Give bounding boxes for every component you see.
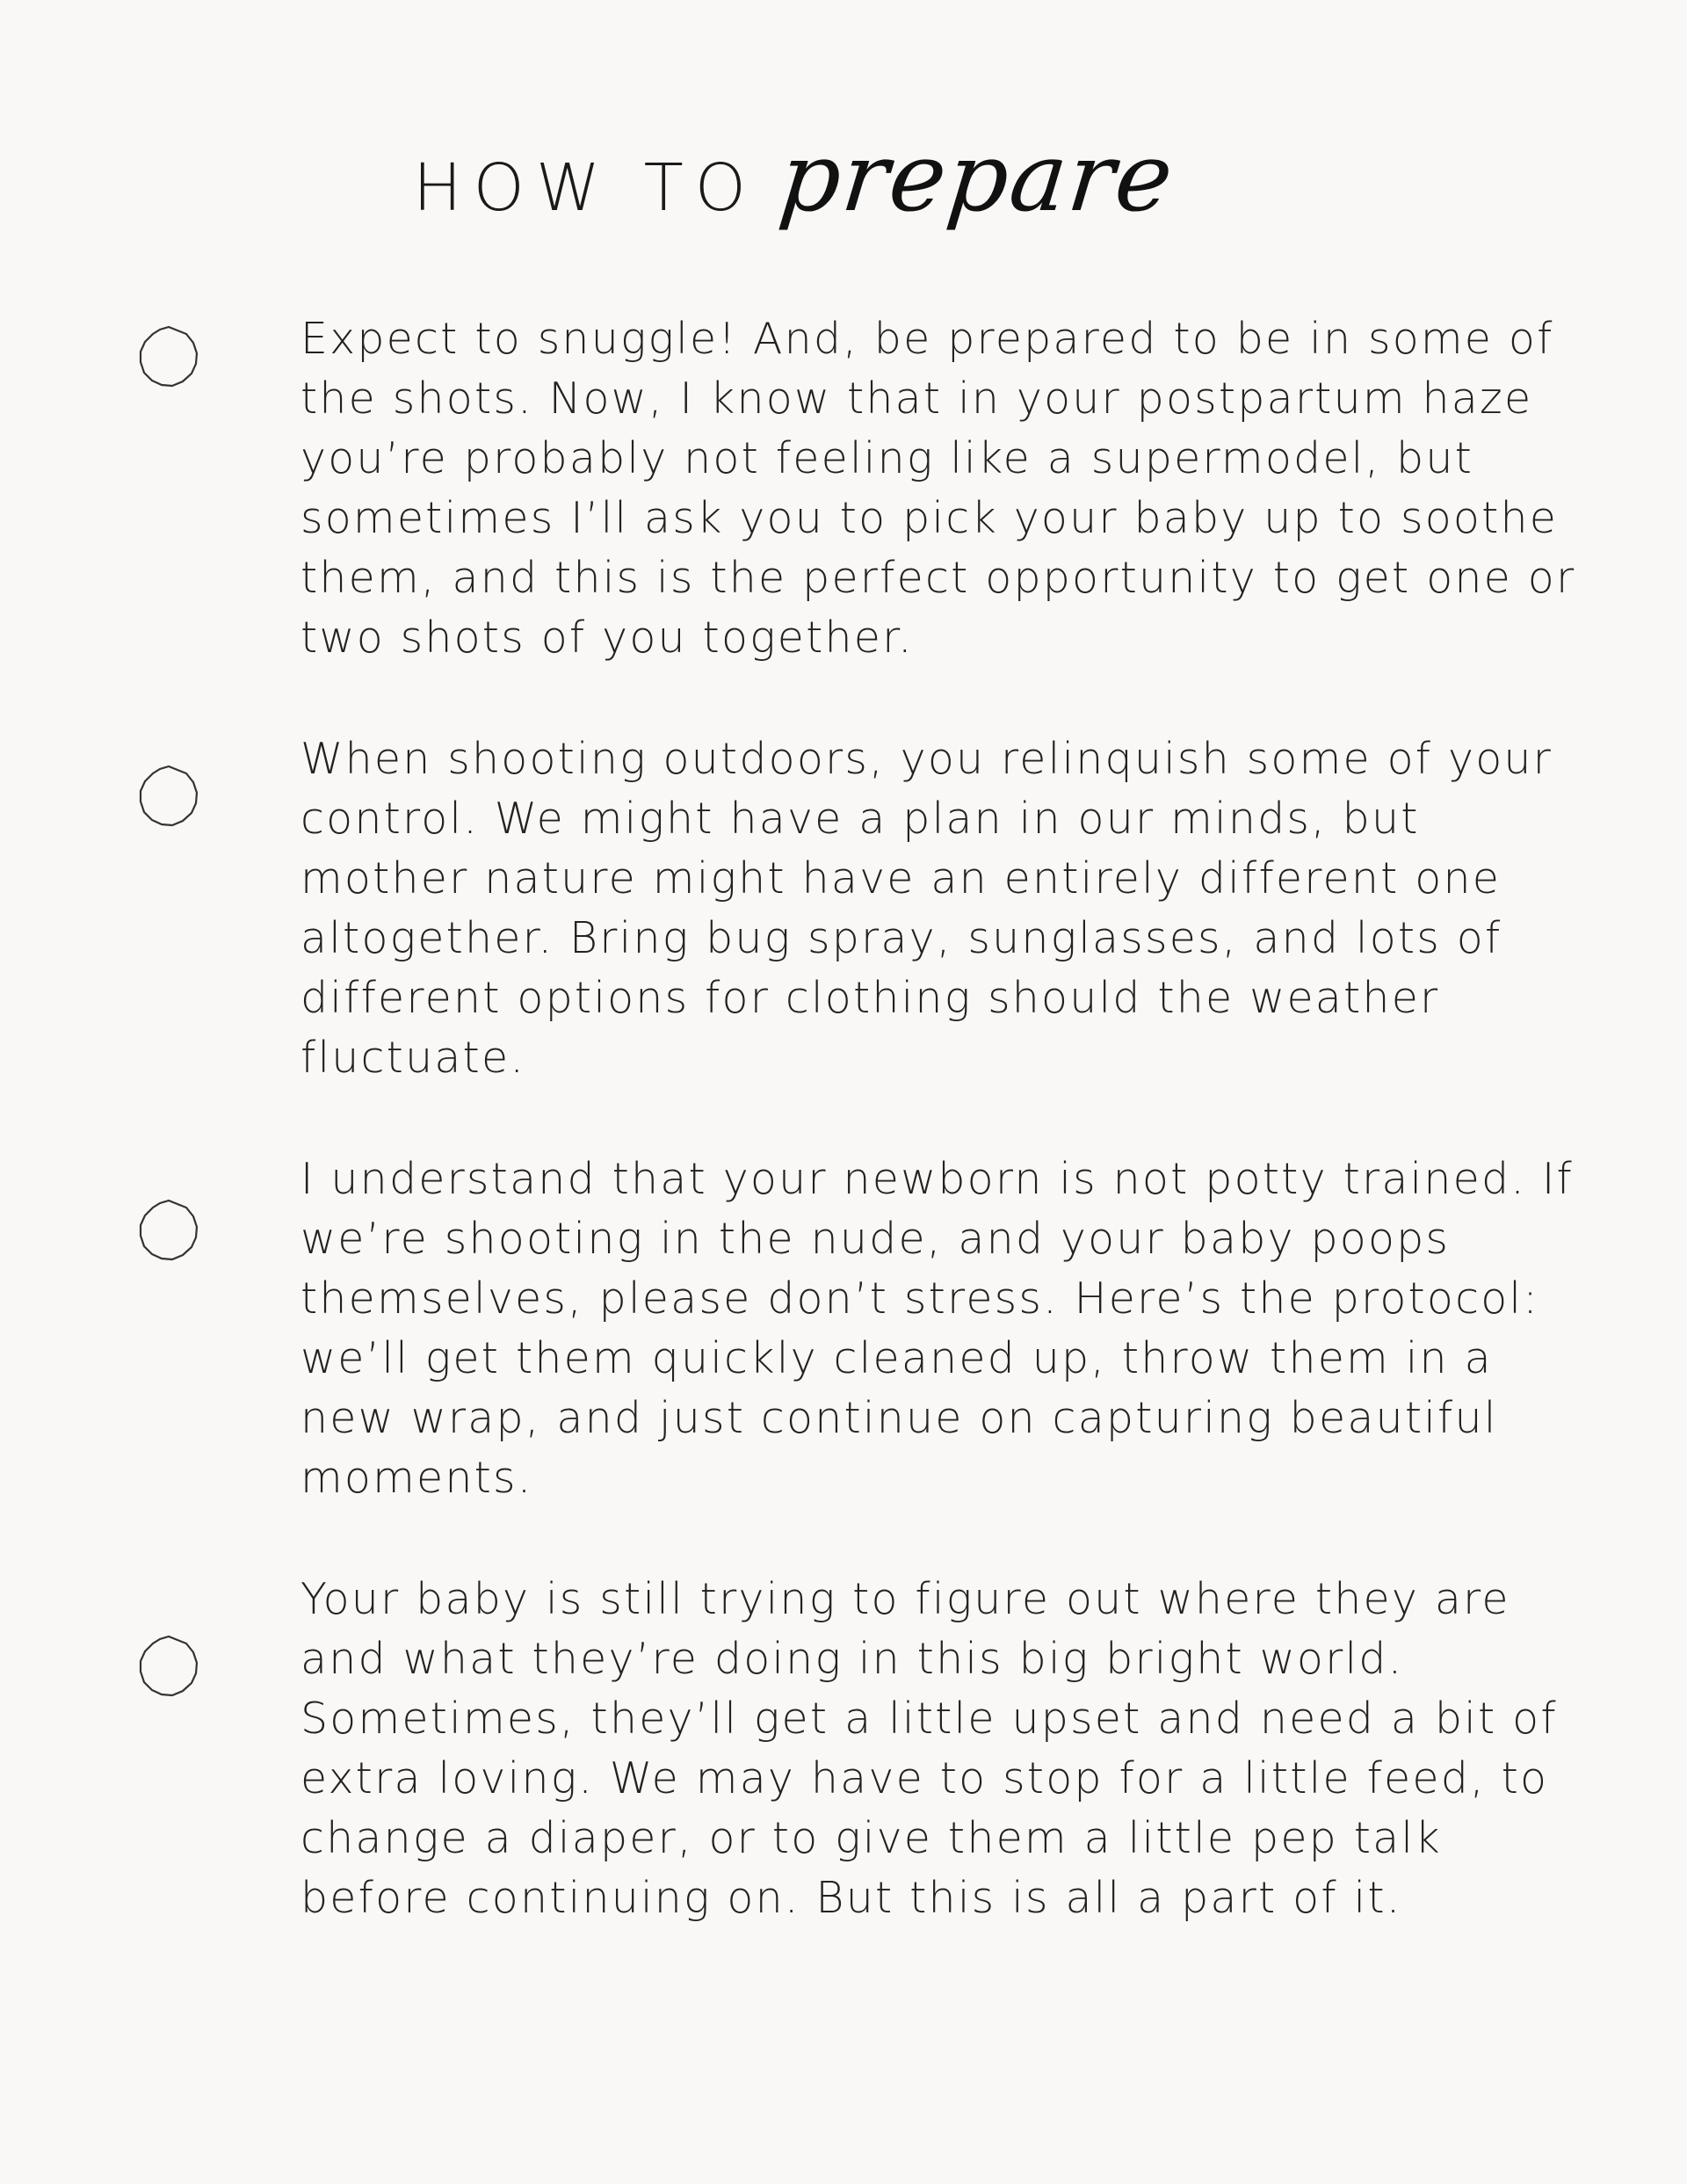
- checkbox-icon[interactable]: [137, 765, 200, 828]
- item-text: I understand that your newborn is not potty trained. If we’re shooting in the nude, and your baby poops themselves, please don’t stress. Here’s the protocol: we’ll get them quickly cleaned up, throw them in a new wrap, and just continue on capturing beautiful moments.: [300, 1154, 1574, 1503]
- checkbox-icon[interactable]: [137, 1199, 200, 1262]
- item-text: Expect to snuggle! And, be prepared to be in some of the shots. Now, I know that in your postpartum haze you’re probably not feeling like a supermodel, but sometimes I’ll ask you to pick your baby up to soothe them, and this is the perfect opportunity to get one or two shots of you together.: [300, 314, 1576, 663]
- item-text: Your baby is still trying to figure out where they are and what they’re doing in this big bright world. Sometimes, they’ll get a little upset and need a bit of extra loving. We may have to stop for a little feed, to change a diaper, or to give them a little pep talk before continuing on. But this is all a part of it.: [300, 1574, 1558, 1923]
- title-script: prepare: [774, 123, 1180, 233]
- checkbox-icon[interactable]: [137, 325, 200, 388]
- title-main: HOW TO: [413, 150, 758, 226]
- item-text: When shooting outdoors, you relinquish some of your control. We might have a plan in our minds, but mother nature might have an entirely different one altogether. Bring bug spray, sunglasses, and lots of different options for clothing should the weather fluctuate.: [300, 734, 1553, 1083]
- checkbox-icon[interactable]: [137, 1635, 200, 1698]
- page-title: [413, 123, 1180, 246]
